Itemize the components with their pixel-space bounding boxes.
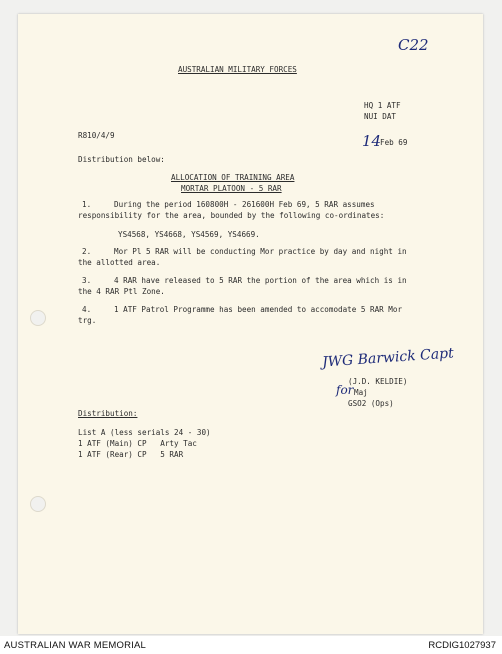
archive-footer [0, 636, 502, 654]
paragraph-text: responsibility for the area, bounded by the following co-ordinates: [78, 211, 385, 220]
coordinates: YS4568, YS4668, YS4569, YS4669. [118, 230, 260, 239]
footer-record-id: RCDIG1027937 [428, 640, 496, 651]
punch-hole [30, 310, 46, 326]
file-reference: R810/4/9 [78, 131, 115, 140]
footer-institution: AUSTRALIAN WAR MEMORIAL [4, 640, 147, 651]
date-month-year: Feb 69 [380, 138, 408, 147]
handwritten-signature: JWG Barwick Capt [321, 345, 455, 371]
paragraph-text: trg. [78, 316, 97, 325]
distribution-intro: Distribution below: [78, 155, 165, 164]
paragraph-number: 2. [82, 247, 92, 256]
distribution-item: List A (less serials 24 - 30) [78, 428, 211, 437]
signatory-appointment: GSO2 (Ops) [348, 399, 394, 408]
paragraph-text: During the period 160800H - 261600H Feb 69, 5 RAR assumes [114, 200, 375, 209]
document-title: ALLOCATION OF TRAINING AREA [171, 173, 295, 182]
paragraph-text: 1 ATF Patrol Programme has been amended to accomodate 5 RAR Mor [114, 305, 403, 314]
paragraph-text: the allotted area. [78, 258, 161, 267]
handwritten-for: for [336, 383, 354, 397]
paragraph-text: Mor Pl 5 RAR will be conducting Mor practice by day and night in [114, 247, 407, 256]
paragraph-text: the 4 RAR Ptl Zone. [78, 287, 165, 296]
document-page [18, 14, 483, 634]
handwritten-date-day: 14 [362, 132, 382, 150]
paragraph-number: 3. [82, 276, 92, 285]
letterhead: AUSTRALIAN MILITARY FORCES [178, 65, 297, 74]
signatory-rank: Maj [354, 388, 368, 397]
distribution-heading: Distribution: [78, 409, 138, 418]
paragraph-number: 4. [82, 305, 92, 314]
document-subtitle: MORTAR PLATOON - 5 RAR [181, 184, 282, 193]
signatory-name: (J.D. KELDIE) [348, 377, 408, 386]
hq-address: HQ 1 ATF [364, 101, 401, 110]
paragraph-text: 4 RAR have released to 5 RAR the portion of the area which is in [114, 276, 407, 285]
distribution-item: 1 ATF (Rear) CP 5 RAR [78, 450, 184, 459]
distribution-item: 1 ATF (Main) CP Arty Tac [78, 439, 197, 448]
hq-location: NUI DAT [364, 112, 397, 121]
handwritten-reference: C22 [398, 36, 429, 54]
paragraph-number: 1. [82, 200, 92, 209]
punch-hole [30, 496, 46, 512]
